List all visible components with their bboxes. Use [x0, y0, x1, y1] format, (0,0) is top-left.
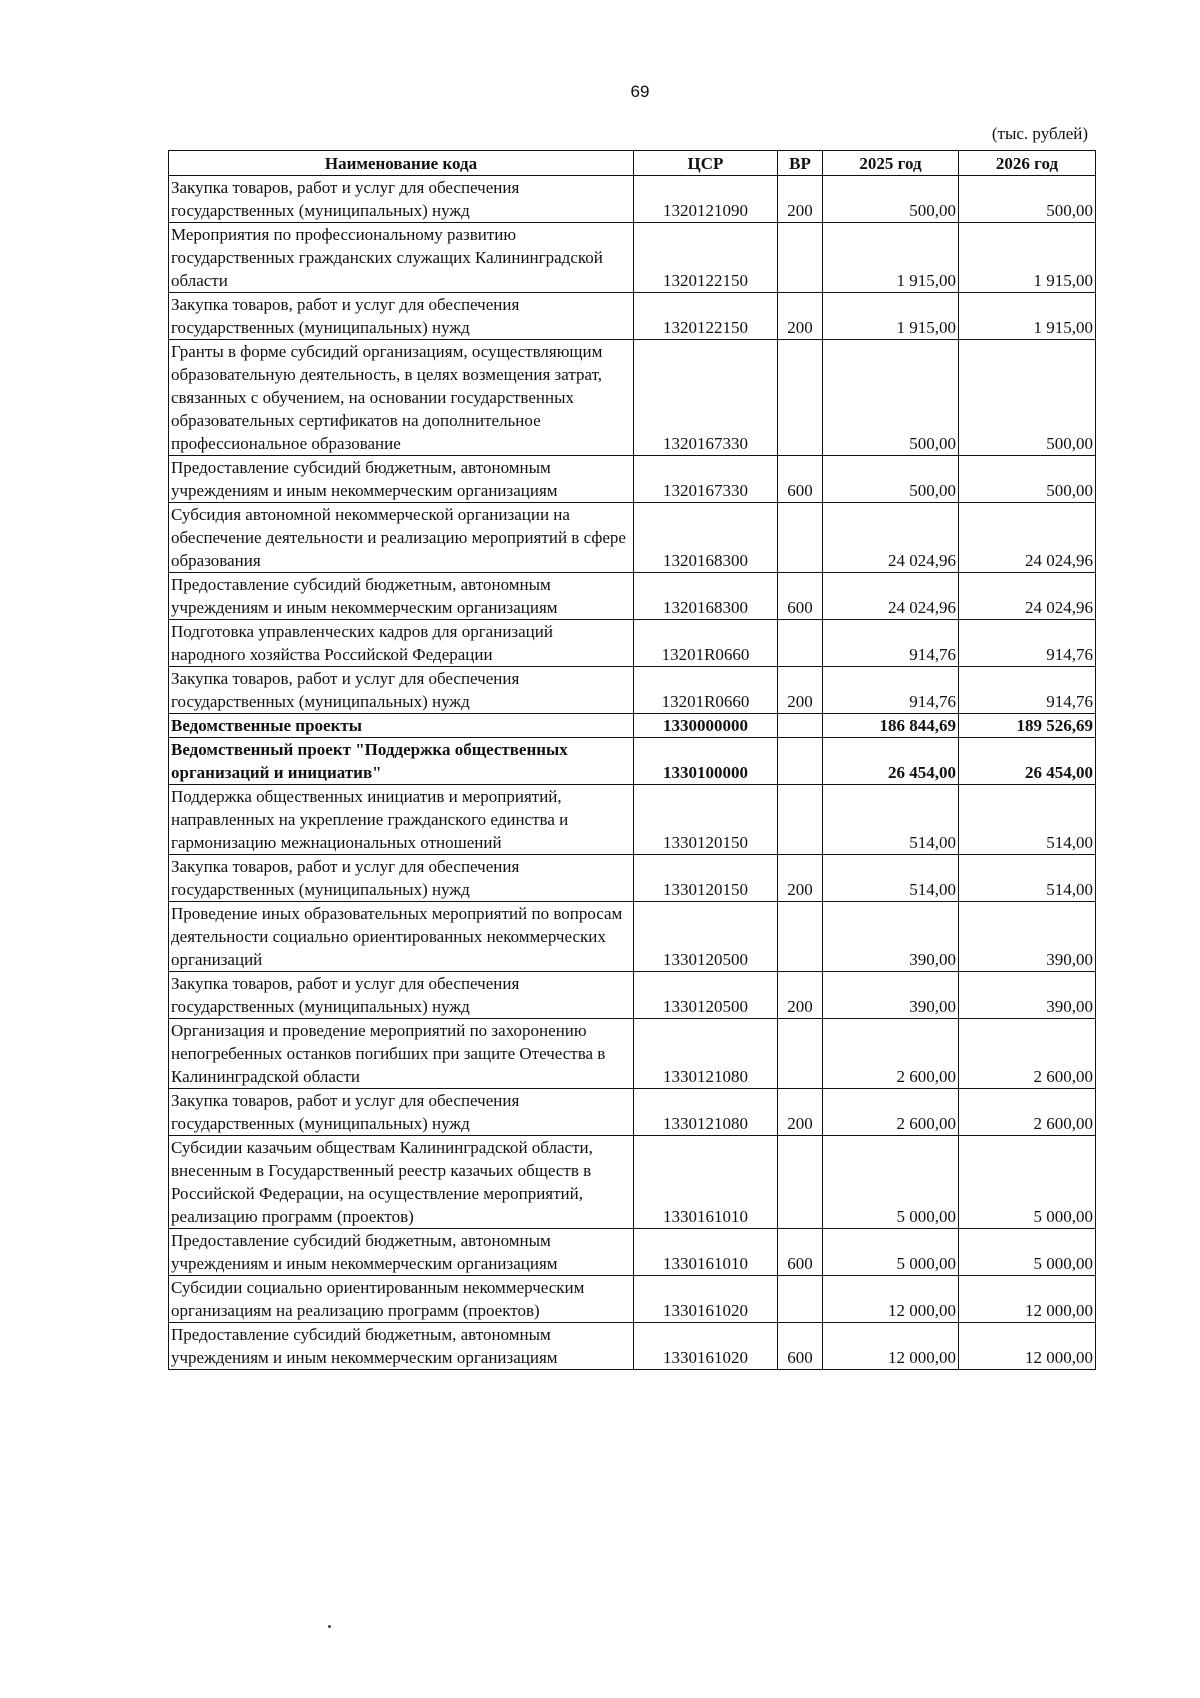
cell-2025: 2 600,00	[823, 1089, 959, 1136]
cell-csr: 1320122150	[634, 293, 778, 340]
cell-2025: 390,00	[823, 902, 959, 972]
cell-vr	[778, 902, 823, 972]
cell-vr	[778, 785, 823, 855]
cell-vr: 600	[778, 456, 823, 503]
cell-2026: 26 454,00	[959, 738, 1096, 785]
cell-2026: 189 526,69	[959, 714, 1096, 738]
cell-vr	[778, 738, 823, 785]
cell-2025: 24 024,96	[823, 503, 959, 573]
cell-2026: 24 024,96	[959, 573, 1096, 620]
cell-vr: 200	[778, 1089, 823, 1136]
cell-csr: 1320167330	[634, 456, 778, 503]
header-2025: 2025 год	[823, 151, 959, 176]
cell-name: Субсидия автономной некоммерческой организации на обеспечение деятельности и реализацию мероприятий в сфере образования	[169, 503, 634, 573]
cell-2025: 12 000,00	[823, 1276, 959, 1323]
cell-2025: 12 000,00	[823, 1323, 959, 1370]
cell-2025: 5 000,00	[823, 1136, 959, 1229]
cell-2025: 500,00	[823, 176, 959, 223]
cell-csr: 1330120150	[634, 855, 778, 902]
cell-2026: 514,00	[959, 855, 1096, 902]
table-row	[169, 1019, 1096, 1089]
cell-name: Закупка товаров, работ и услуг для обеспечения государственных (муниципальных) нужд	[169, 1089, 634, 1136]
scan-mark	[328, 1625, 331, 1628]
table-row	[169, 456, 1096, 503]
cell-csr: 13201R0660	[634, 667, 778, 714]
cell-2025: 914,76	[823, 667, 959, 714]
cell-name: Организация и проведение мероприятий по захоронению непогребенных останков погибших при защите Отечества в Калининградской области	[169, 1019, 634, 1089]
cell-csr: 1330161020	[634, 1323, 778, 1370]
cell-vr	[778, 340, 823, 456]
cell-name: Ведомственный проект "Поддержка общественных организаций и инициатив"	[169, 738, 634, 785]
cell-csr: 1330161020	[634, 1276, 778, 1323]
table-row	[169, 573, 1096, 620]
table-row	[169, 1089, 1096, 1136]
header-2026: 2026 год	[959, 151, 1096, 176]
cell-name: Предоставление субсидий бюджетным, автономным учреждениям и иным некоммерческим организациям	[169, 1229, 634, 1276]
header-csr: ЦСР	[634, 151, 778, 176]
cell-2025: 514,00	[823, 785, 959, 855]
cell-2026: 2 600,00	[959, 1019, 1096, 1089]
cell-csr: 1320121090	[634, 176, 778, 223]
cell-name: Предоставление субсидий бюджетным, автономным учреждениям и иным некоммерческим организациям	[169, 456, 634, 503]
cell-2026: 1 915,00	[959, 223, 1096, 293]
cell-vr	[778, 714, 823, 738]
cell-2026: 12 000,00	[959, 1323, 1096, 1370]
cell-name: Закупка товаров, работ и услуг для обеспечения государственных (муниципальных) нужд	[169, 972, 634, 1019]
table-row	[169, 667, 1096, 714]
cell-csr: 1330121080	[634, 1019, 778, 1089]
table-row	[169, 972, 1096, 1019]
table-row	[169, 1229, 1096, 1276]
cell-name: Проведение иных образовательных мероприятий по вопросам деятельности социально ориентированных некоммерческих организаций	[169, 902, 634, 972]
cell-2025: 914,76	[823, 620, 959, 667]
cell-2026: 500,00	[959, 176, 1096, 223]
table-row	[169, 223, 1096, 293]
cell-vr: 600	[778, 1229, 823, 1276]
cell-2026: 500,00	[959, 456, 1096, 503]
cell-name: Закупка товаров, работ и услуг для обеспечения государственных (муниципальных) нужд	[169, 855, 634, 902]
table-header-row	[169, 151, 1096, 176]
cell-name: Закупка товаров, работ и услуг для обеспечения государственных (муниципальных) нужд	[169, 293, 634, 340]
cell-vr	[778, 1136, 823, 1229]
cell-2026: 390,00	[959, 972, 1096, 1019]
cell-2026: 12 000,00	[959, 1276, 1096, 1323]
cell-csr: 1330120150	[634, 785, 778, 855]
cell-2026: 914,76	[959, 667, 1096, 714]
table-row	[169, 503, 1096, 573]
cell-vr: 200	[778, 855, 823, 902]
cell-2025: 26 454,00	[823, 738, 959, 785]
cell-2025: 186 844,69	[823, 714, 959, 738]
cell-2026: 24 024,96	[959, 503, 1096, 573]
cell-csr: 1330120500	[634, 972, 778, 1019]
cell-vr: 600	[778, 1323, 823, 1370]
cell-name: Предоставление субсидий бюджетным, автономным учреждениям и иным некоммерческим организациям	[169, 1323, 634, 1370]
cell-2025: 5 000,00	[823, 1229, 959, 1276]
cell-2026: 500,00	[959, 340, 1096, 456]
units-label: (тыс. рублей)	[991, 124, 1088, 143]
cell-2025: 500,00	[823, 456, 959, 503]
cell-name: Мероприятия по профессиональному развитию государственных гражданских служащих Калининградской области	[169, 223, 634, 293]
cell-csr: 1320168300	[634, 573, 778, 620]
header-vr: ВР	[778, 151, 823, 176]
cell-2026: 5 000,00	[959, 1229, 1096, 1276]
cell-name: Гранты в форме субсидий организациям, осуществляющим образовательную деятельность, в целях возмещения затрат, связанных с обучением, на основании государственных образовательных сертификатов на дополнительное профессиональное образование	[169, 340, 634, 456]
cell-csr: 1330100000	[634, 738, 778, 785]
cell-2026: 1 915,00	[959, 293, 1096, 340]
header-name: Наименование кода	[169, 151, 634, 176]
cell-2025: 500,00	[823, 340, 959, 456]
cell-vr	[778, 223, 823, 293]
cell-csr: 13201R0660	[634, 620, 778, 667]
table-row	[169, 340, 1096, 456]
table-row	[169, 1136, 1096, 1229]
cell-2025: 390,00	[823, 972, 959, 1019]
cell-name: Поддержка общественных инициатив и мероприятий, направленных на укрепление гражданского единства и гармонизацию межнациональных отношений	[169, 785, 634, 855]
cell-vr: 600	[778, 573, 823, 620]
cell-vr: 200	[778, 972, 823, 1019]
table-row	[169, 176, 1096, 223]
table-row	[169, 855, 1096, 902]
cell-2026: 390,00	[959, 902, 1096, 972]
cell-2026: 2 600,00	[959, 1089, 1096, 1136]
cell-name: Закупка товаров, работ и услуг для обеспечения государственных (муниципальных) нужд	[169, 667, 634, 714]
table-row	[169, 785, 1096, 855]
cell-2025: 514,00	[823, 855, 959, 902]
cell-csr: 1320167330	[634, 340, 778, 456]
table-row	[169, 1276, 1096, 1323]
table-row	[169, 738, 1096, 785]
cell-2025: 1 915,00	[823, 293, 959, 340]
table-body	[169, 176, 1096, 1370]
cell-name: Подготовка управленческих кадров для организаций народного хозяйства Российской Федерации	[169, 620, 634, 667]
table-row	[169, 714, 1096, 738]
cell-vr	[778, 1019, 823, 1089]
cell-name: Предоставление субсидий бюджетным, автономным учреждениям и иным некоммерческим организациям	[169, 573, 634, 620]
cell-name: Закупка товаров, работ и услуг для обеспечения государственных (муниципальных) нужд	[169, 176, 634, 223]
cell-2025: 1 915,00	[823, 223, 959, 293]
cell-2026: 514,00	[959, 785, 1096, 855]
cell-csr: 1330121080	[634, 1089, 778, 1136]
cell-name: Субсидии казачьим обществам Калининградской области, внесенным в Государственный реестр казачьих обществ в Российской Федерации, на осуществление мероприятий, реализацию программ (проектов)	[169, 1136, 634, 1229]
cell-name: Субсидии социально ориентированным некоммерческим организациям на реализацию программ (проектов)	[169, 1276, 634, 1323]
table-row	[169, 902, 1096, 972]
cell-2025: 2 600,00	[823, 1019, 959, 1089]
cell-vr: 200	[778, 176, 823, 223]
table-row	[169, 620, 1096, 667]
cell-vr: 200	[778, 667, 823, 714]
cell-2026: 914,76	[959, 620, 1096, 667]
budget-table	[168, 150, 1096, 1370]
cell-csr: 1330161010	[634, 1229, 778, 1276]
cell-csr: 1320168300	[634, 503, 778, 573]
page-number: 69	[630, 82, 650, 101]
table-row	[169, 1323, 1096, 1370]
cell-csr: 1330120500	[634, 902, 778, 972]
cell-2026: 5 000,00	[959, 1136, 1096, 1229]
cell-csr: 1320122150	[634, 223, 778, 293]
cell-2025: 24 024,96	[823, 573, 959, 620]
table-row	[169, 293, 1096, 340]
cell-csr: 1330000000	[634, 714, 778, 738]
cell-vr: 200	[778, 293, 823, 340]
cell-csr: 1330161010	[634, 1136, 778, 1229]
cell-name: Ведомственные проекты	[169, 714, 634, 738]
cell-vr	[778, 503, 823, 573]
cell-vr	[778, 620, 823, 667]
cell-vr	[778, 1276, 823, 1323]
